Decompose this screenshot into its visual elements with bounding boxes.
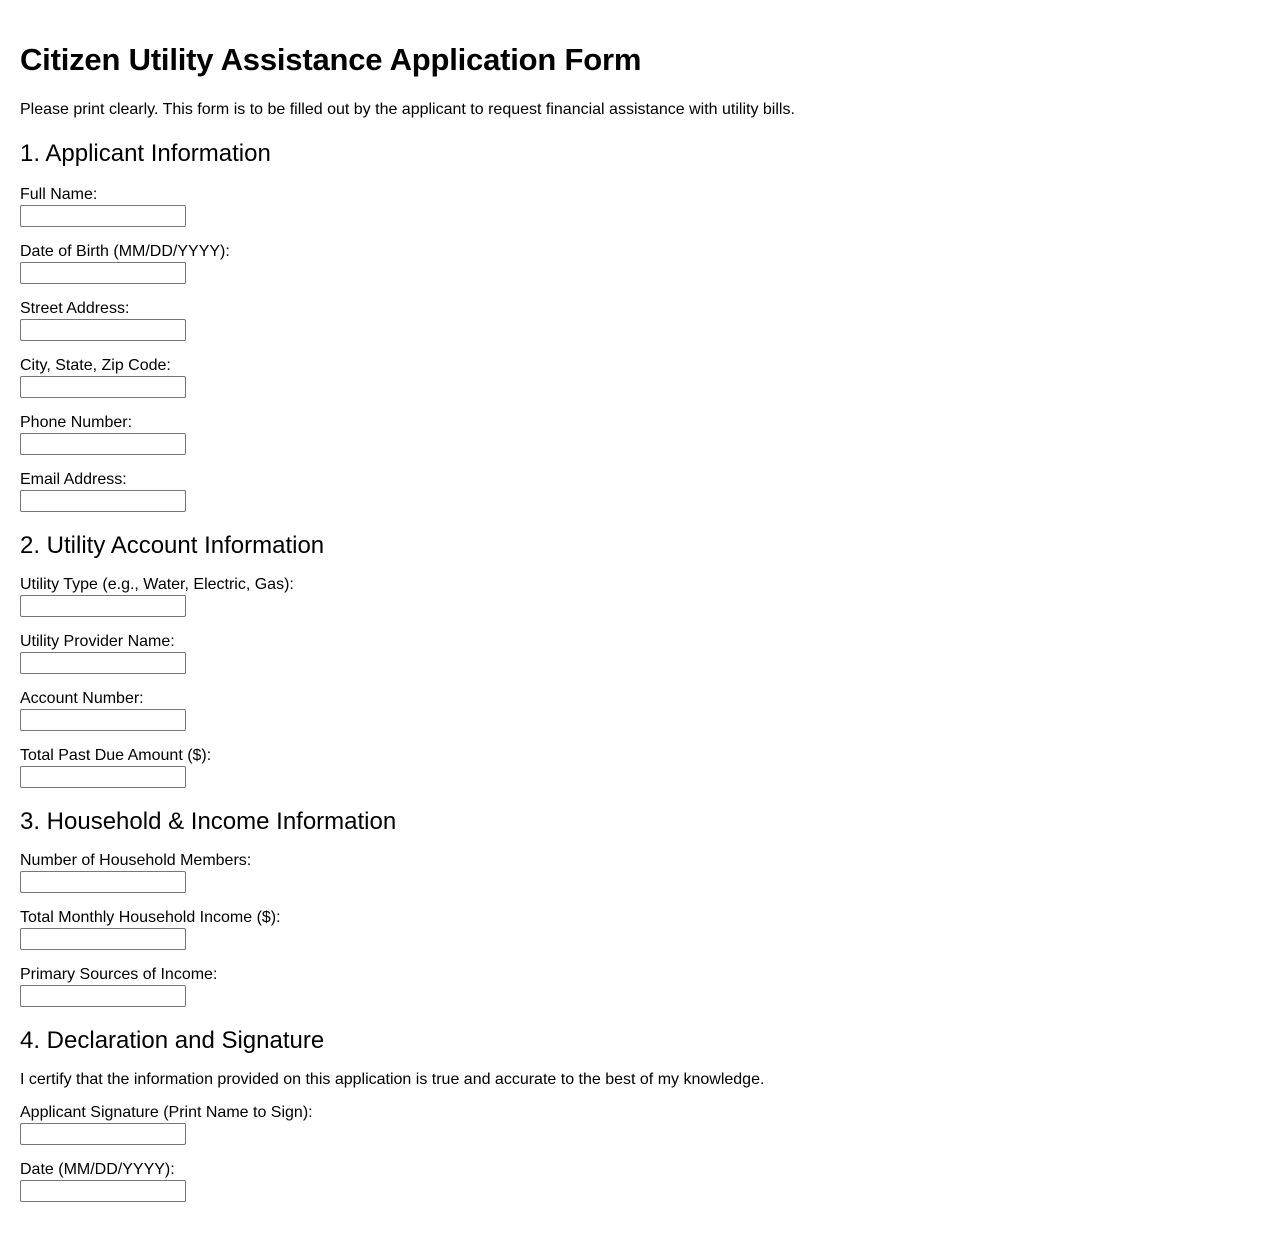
page-title: Citizen Utility Assistance Application Form <box>20 42 642 77</box>
full-name-input[interactable] <box>20 205 186 227</box>
signature-date-input[interactable] <box>20 1180 186 1202</box>
signature-date-label: Date (MM/DD/YYYY): <box>20 1161 175 1178</box>
city-state-zip-input[interactable] <box>20 376 186 398</box>
signature-field <box>20 1104 1242 1145</box>
email-field <box>20 471 1242 512</box>
utility-type-field <box>20 576 1242 617</box>
household-members-label: Number of Household Members: <box>20 852 252 869</box>
past-due-amount-input[interactable] <box>20 766 186 788</box>
monthly-income-label: Total Monthly Household Income ($): <box>20 909 281 926</box>
section-heading-household: 3. Household & Income Information <box>20 808 397 835</box>
account-number-label: Account Number: <box>20 690 144 707</box>
utility-type-input[interactable] <box>20 595 186 617</box>
city-state-zip-label: City, State, Zip Code: <box>20 357 171 374</box>
account-number-input[interactable] <box>20 709 186 731</box>
full-name-field <box>20 186 1242 227</box>
utility-provider-input[interactable] <box>20 652 186 674</box>
income-sources-field <box>20 966 1242 1007</box>
phone-field <box>20 414 1242 455</box>
full-name-label: Full Name: <box>20 186 98 203</box>
past-due-amount-label: Total Past Due Amount ($): <box>20 747 212 764</box>
monthly-income-field <box>20 909 1242 950</box>
street-address-input[interactable] <box>20 319 186 341</box>
phone-input[interactable] <box>20 433 186 455</box>
monthly-income-input[interactable] <box>20 928 186 950</box>
signature-input[interactable] <box>20 1123 186 1145</box>
account-number-field <box>20 690 1242 731</box>
declaration-text: I certify that the information provided on this application is true and accurate to the best of my knowledge. <box>20 1071 765 1088</box>
utility-type-label: Utility Type (e.g., Water, Electric, Gas): <box>20 576 294 593</box>
household-members-input[interactable] <box>20 871 186 893</box>
signature-label: Applicant Signature (Print Name to Sign): <box>20 1104 313 1121</box>
dob-input[interactable] <box>20 262 186 284</box>
section-heading-declaration: 4. Declaration and Signature <box>20 1027 325 1054</box>
city-state-zip-field <box>20 357 1242 398</box>
email-label: Email Address: <box>20 471 127 488</box>
dob-label: Date of Birth (MM/DD/YYYY): <box>20 243 230 260</box>
signature-date-field <box>20 1161 1242 1202</box>
street-address-field <box>20 300 1242 341</box>
phone-label: Phone Number: <box>20 414 133 431</box>
income-sources-label: Primary Sources of Income: <box>20 966 218 983</box>
household-members-field <box>20 852 1242 893</box>
section-heading-applicant: 1. Applicant Information <box>20 140 271 167</box>
past-due-amount-field <box>20 747 1242 788</box>
section-heading-utility: 2. Utility Account Information <box>20 532 325 559</box>
utility-provider-label: Utility Provider Name: <box>20 633 175 650</box>
utility-provider-field <box>20 633 1242 674</box>
email-input[interactable] <box>20 490 186 512</box>
income-sources-input[interactable] <box>20 985 186 1007</box>
dob-field <box>20 243 1242 284</box>
form-instructions: Please print clearly. This form is to be filled out by the applicant to request financial assistance with utility bills. <box>20 101 795 118</box>
street-address-label: Street Address: <box>20 300 130 317</box>
